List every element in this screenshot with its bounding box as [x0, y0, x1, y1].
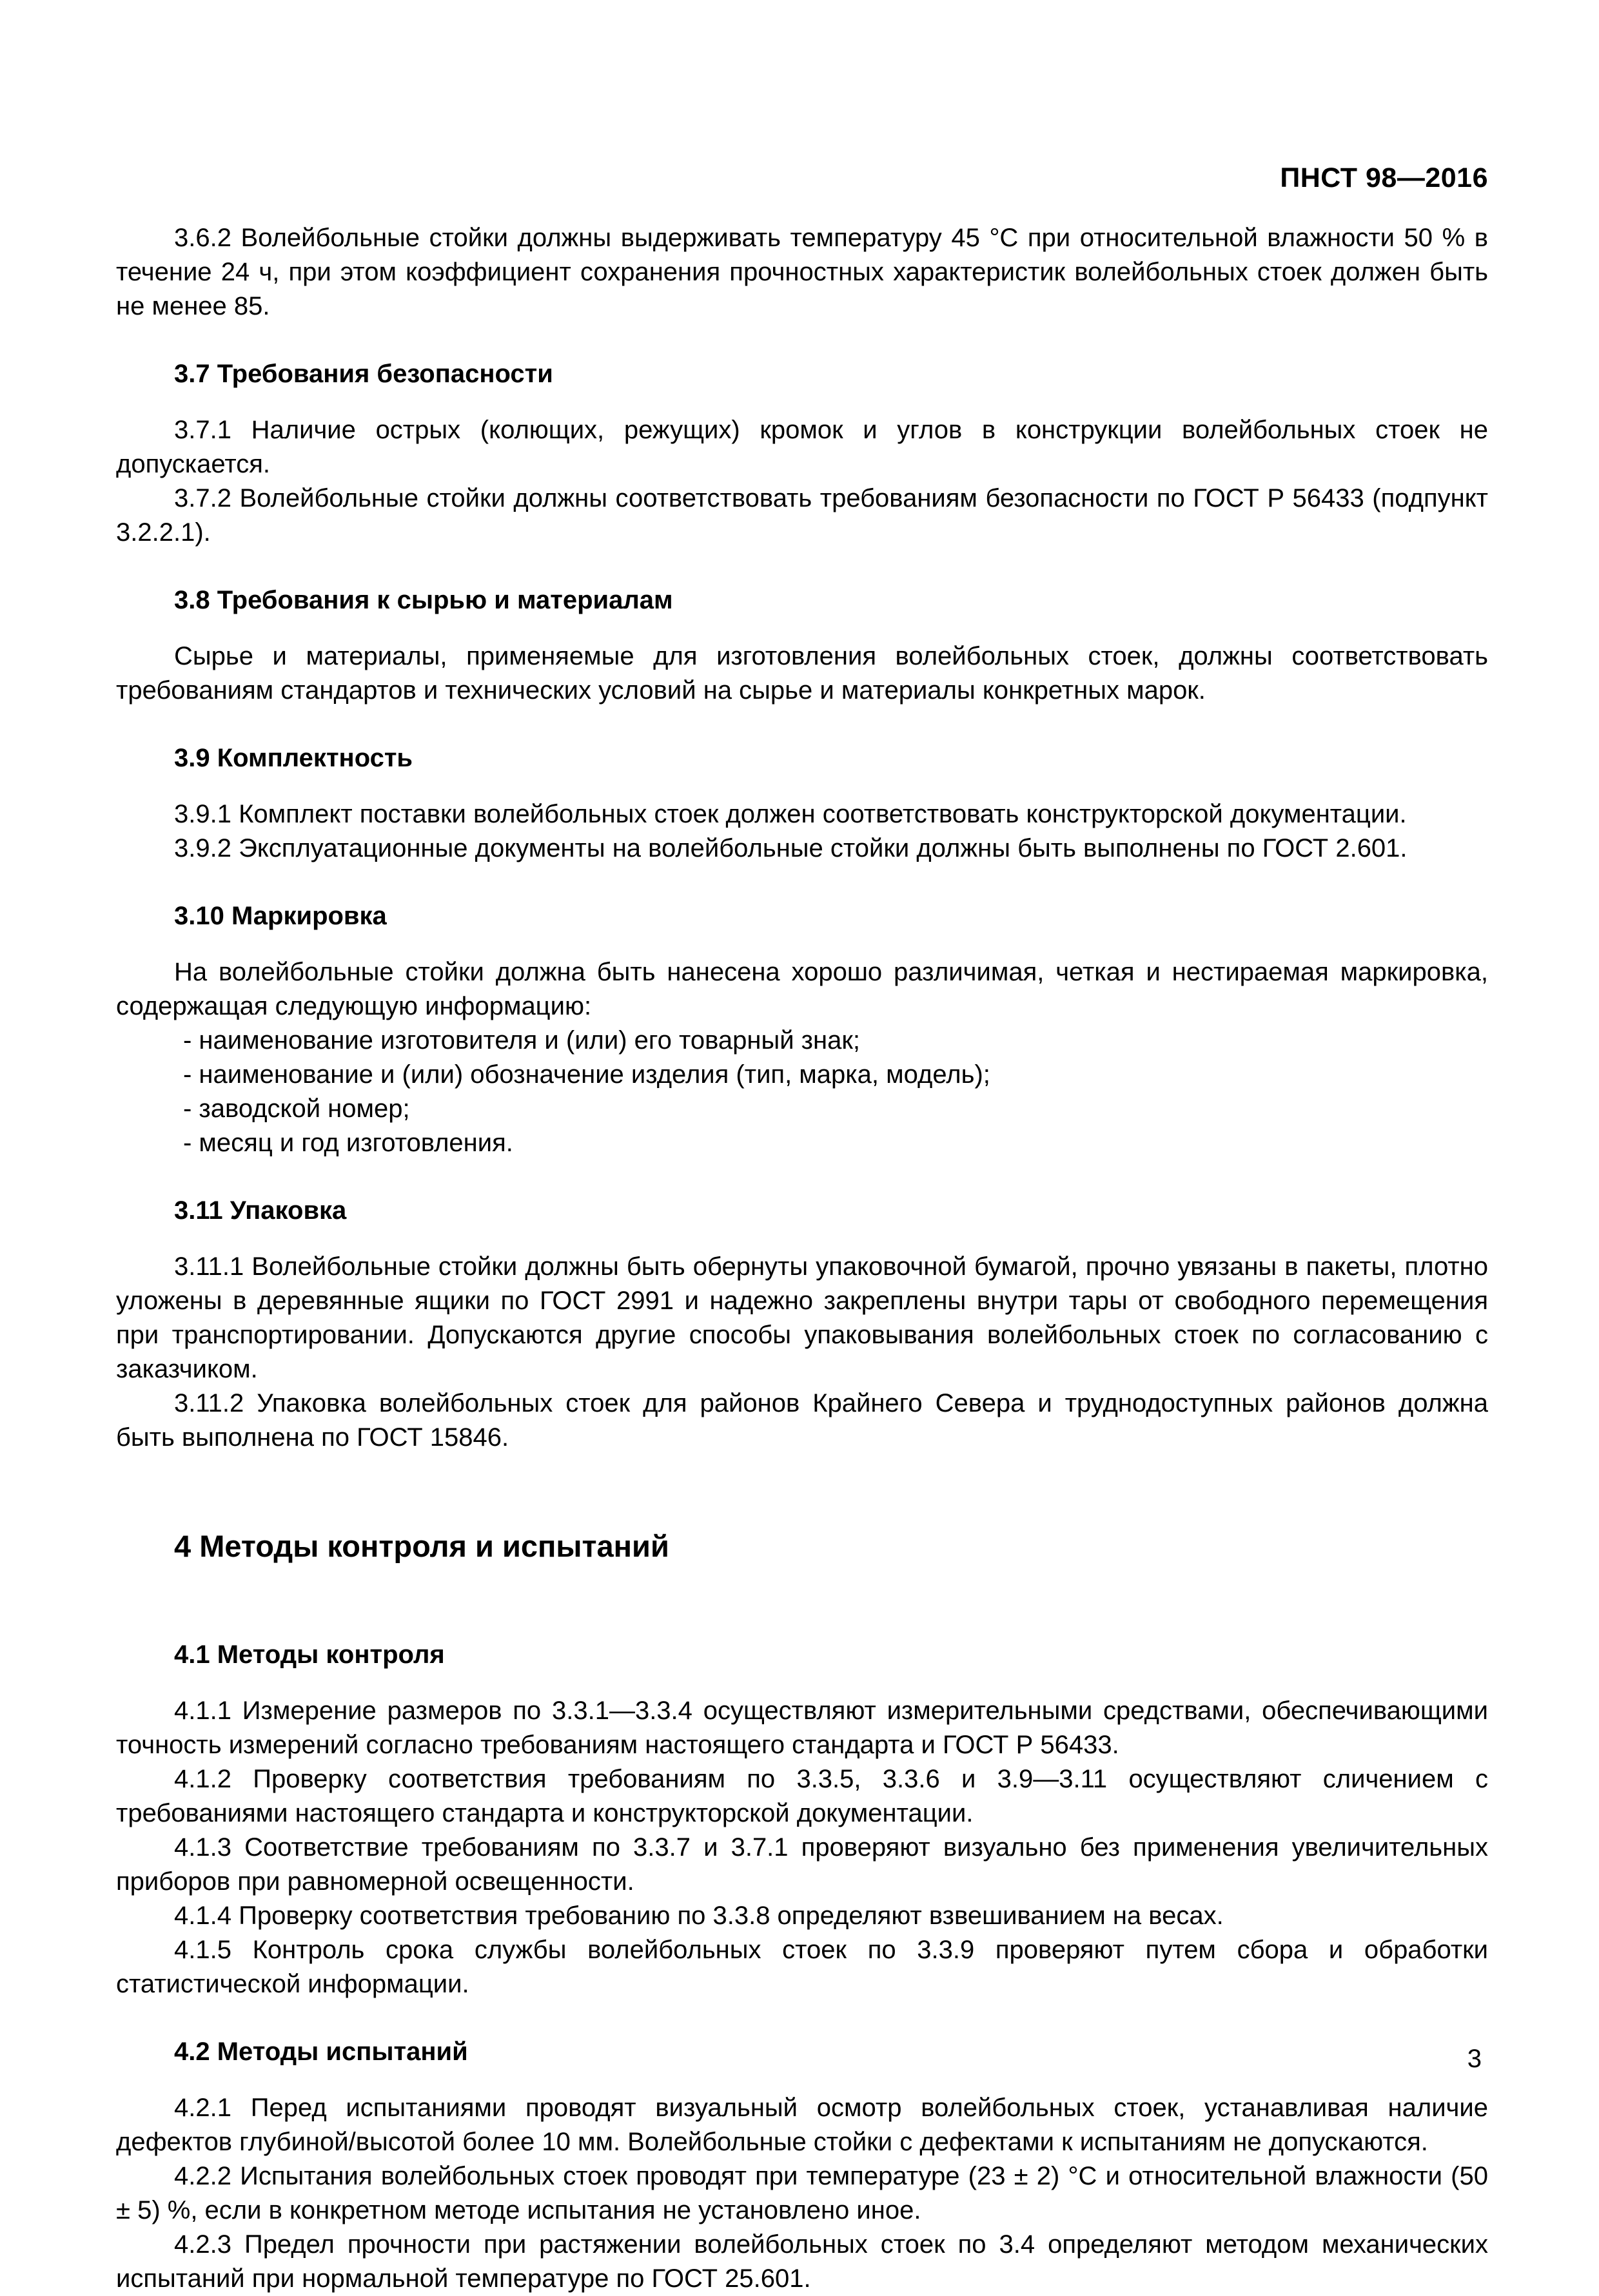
list-item: - заводской номер; [183, 1094, 410, 1123]
clause-3-11-2: 3.11.2 Упаковка волейбольных стоек для районов Крайнего Севера и труднодоступных районов должна быть выполнена по ГОСТ 15846. [116, 1389, 1488, 1452]
heading-3-7: 3.7 Требования безопасности [174, 360, 553, 388]
heading-3-8: 3.8 Требования к сырью и материалам [174, 586, 673, 614]
clause-4-2-3: 4.2.3 Предел прочности при растяжении волейбольных стоек по 3.4 определяют методом механических испытаний при нормальной температуре по ГОСТ 25.601. [116, 2230, 1488, 2293]
clause-3-11-1: 3.11.1 Волейбольные стойки должны быть обернуты упаковочной бумагой, прочно увязаны в пакеты, плотно уложены в деревянные ящики по ГОСТ 2991 и надежно закреплены внутри тары от свободного перемещения при транспортировании. Допускаются другие способы упаковывания волейбольных стоек по согласованию с заказчиком. [116, 1252, 1488, 1383]
clause-4-2-1: 4.2.1 Перед испытаниями проводят визуальный осмотр волейбольных стоек, устанавливая наличие дефектов глубиной/высотой более 10 мм. Волейбольные стойки с дефектами к испытаниям не допускаются. [116, 2094, 1488, 2156]
clause-4-1-3: 4.1.3 Соответствие требованиям по 3.3.7 и 3.7.1 проверяют визуально без применения увеличительных приборов при равномерной освещенности. [116, 1833, 1488, 1896]
list-item: - наименование и (или) обозначение изделия (тип, марка, модель); [183, 1060, 990, 1089]
clause-3-7-2: 3.7.2 Волейбольные стойки должны соответствовать требованиям безопасности по ГОСТ Р 56433 (подпункт 3.2.2.1). [116, 484, 1488, 547]
clause-3-9-1: 3.9.1 Комплект поставки волейбольных стоек должен соответствовать конструкторской документации. [174, 800, 1407, 828]
doc-code-header: ПНСТ 98—2016 [1280, 162, 1488, 193]
list-item: - наименование изготовителя и (или) его товарный знак; [183, 1026, 860, 1055]
clause-3-7-1: 3.7.1 Наличие острых (колющих, режущих) кромок и углов в конструкции волейбольных стоек не допускается. [116, 416, 1488, 478]
clause-4-2-2: 4.2.2 Испытания волейбольных стоек проводят при температуре (23 ± 2) °С и относительной влажности (50 ± 5) %, если в конкретном методе испытания не установлено иное. [116, 2162, 1488, 2224]
clause-4-1-5: 4.1.5 Контроль срока службы волейбольных стоек по 3.3.9 проверяют путем сбора и обработки статистической информации. [116, 1936, 1488, 1998]
marking-info-list [116, 1024, 1488, 1160]
page-number: 3 [1467, 2045, 1482, 2073]
heading-4-1: 4.1 Методы контроля [174, 1640, 445, 1669]
clause-3-9-2: 3.9.2 Эксплуатационные документы на волейбольные стойки должны быть выполнены по ГОСТ 2.601. [174, 834, 1408, 862]
clause-4-1-4: 4.1.4 Проверку соответствия требованию по 3.3.8 определяют взвешиванием на весах. [174, 1902, 1224, 1930]
clause-3-6-2: 3.6.2 Волейбольные стойки должны выдерживать температуру 45 °С при относительной влажности 50 % в течение 24 ч, при этом коэффициент сохранения прочностных характеристик волейбольных стоек должен быть не менее 85. [116, 224, 1488, 320]
heading-3-11: 3.11 Упаковка [174, 1196, 347, 1225]
clause-3-10-body: На волейбольные стойки должна быть нанесена хорошо различимая, четкая и нестираемая маркировка, содержащая следующую информацию: [116, 958, 1488, 1020]
list-item: - месяц и год изготовления. [183, 1129, 513, 1157]
clause-3-8-body: Сырье и материалы, применяемые для изготовления волейбольных стоек, должны соответствовать требованиям стандартов и технических условий на сырье и материалы конкретных марок. [116, 642, 1488, 705]
clause-4-1-1: 4.1.1 Измерение размеров по 3.3.1—3.3.4 осуществляют измерительными средствами, обеспечивающими точность измерений согласно требованиям настоящего стандарта и ГОСТ Р 56433. [116, 1697, 1488, 1759]
heading-3-9: 3.9 Комплектность [174, 744, 413, 772]
clause-4-1-2: 4.1.2 Проверку соответствия требованиям по 3.3.5, 3.3.6 и 3.9—3.11 осуществляют сличением с требованиями настоящего стандарта и конструкторской документации. [116, 1765, 1488, 1827]
heading-3-10: 3.10 Маркировка [174, 902, 387, 930]
heading-4: 4 Методы контроля и испытаний [174, 1529, 669, 1563]
heading-4-2: 4.2 Методы испытаний [174, 2038, 468, 2066]
